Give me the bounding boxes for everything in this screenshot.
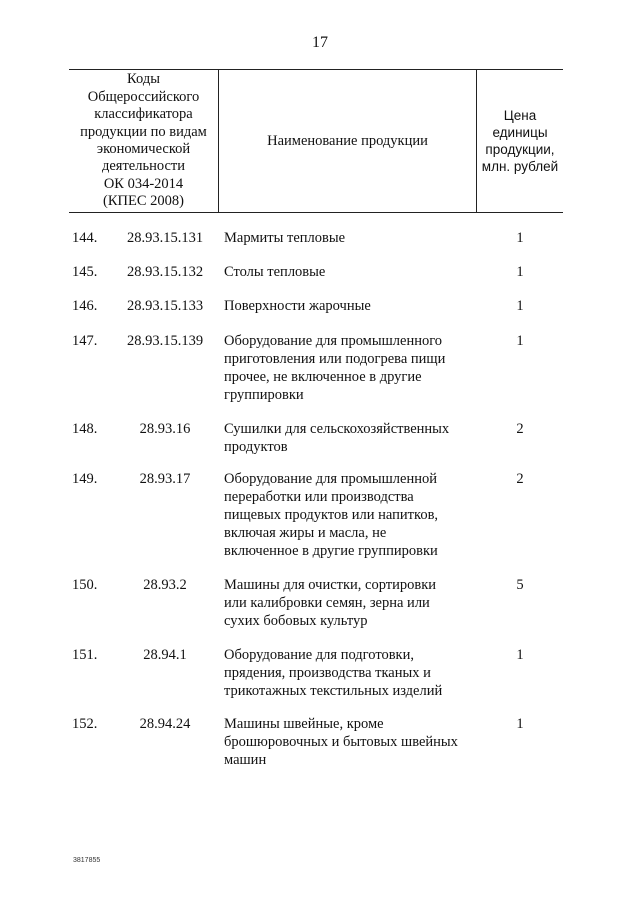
row-number: 145. bbox=[72, 264, 98, 280]
row-price: 2 bbox=[516, 421, 524, 437]
row-name: Машины швейные, кроме брошюровочных и бытовых швейных машин bbox=[224, 716, 458, 768]
row-code: 28.93.15.133 bbox=[126, 298, 204, 314]
row-number: 151. bbox=[72, 647, 98, 663]
row-number: 149. bbox=[72, 471, 98, 487]
row-name: Сушилки для сельскохозяйственных продуктов bbox=[224, 421, 450, 455]
row-price: 1 bbox=[516, 333, 524, 349]
document-code: 3817855 bbox=[73, 857, 101, 864]
row-price: 5 bbox=[516, 577, 524, 593]
row-number: 146. bbox=[72, 298, 98, 314]
row-price: 1 bbox=[516, 230, 524, 246]
header-price-column bbox=[477, 70, 563, 212]
header-price-label: Цена единицы продукции, млн. рублей bbox=[481, 108, 559, 174]
header-code-column bbox=[69, 70, 218, 212]
row-number: 144. bbox=[72, 230, 98, 246]
row-name: Столы тепловые bbox=[224, 264, 326, 280]
row-price: 1 bbox=[516, 264, 524, 280]
row-code: 28.93.15.132 bbox=[126, 264, 204, 280]
row-name: Мармиты тепловые bbox=[224, 230, 346, 246]
header-name-label: Наименование продукции bbox=[267, 132, 428, 149]
table-header bbox=[69, 69, 563, 213]
row-code: 28.94.24 bbox=[139, 716, 191, 732]
page-number: 17 bbox=[312, 34, 328, 51]
row-name: Оборудование для промышленной переработки или производства пищевых продуктов или напитков, включая жиры и масла, не включенное в другие группировки bbox=[224, 471, 439, 559]
row-code: 28.93.16 bbox=[139, 421, 191, 437]
row-price: 1 bbox=[516, 298, 524, 314]
row-name: Машины для очистки, сортировки или калибровки семян, зерна или сухих бобовых культур bbox=[224, 577, 437, 629]
row-price: 2 bbox=[516, 471, 524, 487]
row-price: 1 bbox=[516, 716, 524, 732]
row-number: 148. bbox=[72, 421, 98, 437]
row-code: 28.93.15.139 bbox=[126, 333, 204, 349]
row-code: 28.93.15.131 bbox=[126, 230, 204, 246]
row-code: 28.93.17 bbox=[139, 471, 191, 487]
row-code: 28.94.1 bbox=[143, 647, 187, 663]
header-code-label: Коды Общероссийского классификатора продукции по видам экономической деятельности ОК 034-2014 (КПЕС 2008) bbox=[80, 71, 207, 210]
row-number: 150. bbox=[72, 577, 98, 593]
row-code: 28.93.2 bbox=[143, 577, 187, 593]
row-price: 1 bbox=[516, 647, 524, 663]
row-name: Оборудование для подготовки, прядения, производства тканых и трикотажных текстильных изделий bbox=[224, 647, 443, 699]
row-name: Оборудование для промышленного приготовления или подогрева пищи прочее, не включенное в другие группировки bbox=[224, 333, 446, 403]
row-number: 147. bbox=[72, 333, 98, 349]
row-number: 152. bbox=[72, 716, 98, 732]
header-name-column bbox=[218, 70, 477, 212]
row-name: Поверхности жарочные bbox=[224, 298, 371, 314]
